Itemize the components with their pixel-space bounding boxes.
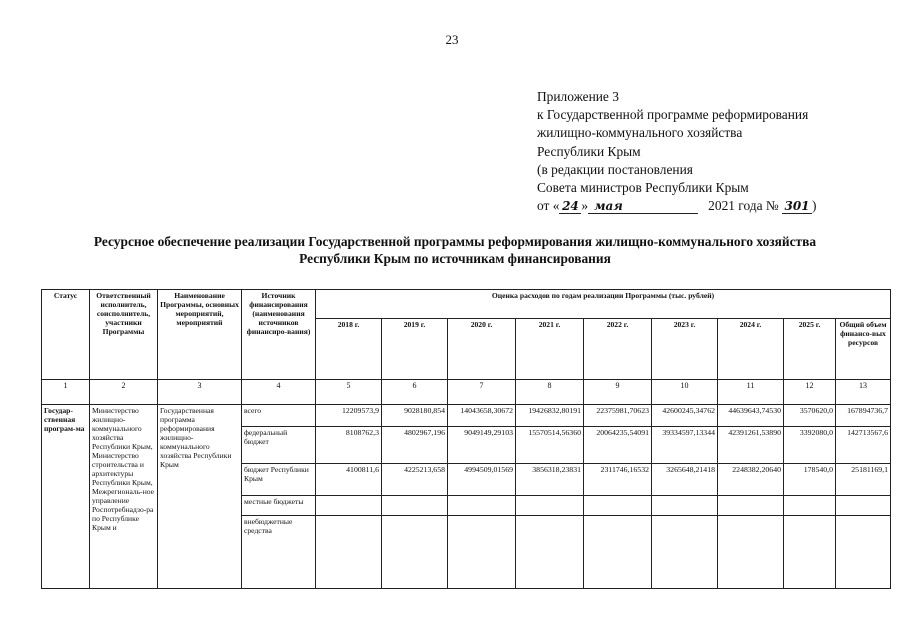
value-cell: 42391261,53890 xyxy=(718,427,784,464)
handwritten-decree-number: 301 xyxy=(782,200,812,214)
appendix-line: (в редакции постановления xyxy=(537,161,693,177)
column-number: 3 xyxy=(158,380,242,405)
column-number: 2 xyxy=(90,380,158,405)
header-executor: Ответственный исполнитель, соисполнитель, участники Программы xyxy=(90,290,158,380)
value-cell xyxy=(784,516,836,589)
header-year: 2018 г. xyxy=(316,319,382,380)
source-cell: всего xyxy=(242,405,316,427)
source-cell: федеральный бюджет xyxy=(242,427,316,464)
column-number: 7 xyxy=(448,380,516,405)
value-cell: 22375981,70623 xyxy=(584,405,652,427)
date-suffix: ) xyxy=(812,198,817,214)
date-mid: » xyxy=(581,198,589,214)
value-cell: 15570514,56360 xyxy=(516,427,584,464)
column-number-row xyxy=(42,380,891,405)
value-cell: 167894736,7 xyxy=(836,405,891,427)
value-cell xyxy=(516,516,584,589)
header-year: 2021 г. xyxy=(516,319,584,380)
value-cell: 12209573,9 xyxy=(316,405,382,427)
value-cell: 19426832,80191 xyxy=(516,405,584,427)
status-cell: Государ-ственная програм-ма xyxy=(42,405,90,589)
document-title: Ресурсное обеспечение реализации Государственной программы реформирования жилищно-коммунального хозяйства Республики Крым по источникам финансирования xyxy=(93,234,817,266)
header-status: Статус xyxy=(42,290,90,380)
header-year: 2024 г. xyxy=(718,319,784,380)
header-total: Общий объем финансо-вых ресурсов xyxy=(836,319,891,380)
value-cell xyxy=(382,516,448,589)
table-row xyxy=(42,405,891,427)
header-source: Источник финансирования (наименования источников финансиро-вания) xyxy=(242,290,316,380)
column-number: 4 xyxy=(242,380,316,405)
value-cell: 14043658,30672 xyxy=(448,405,516,427)
value-cell: 9028180,854 xyxy=(382,405,448,427)
header-program: Наименование Программы, основных мероприятий, мероприятий xyxy=(158,290,242,380)
value-cell: 42600245,34762 xyxy=(652,405,718,427)
source-cell: местные бюджеты xyxy=(242,496,316,516)
header-estimate: Оценка расходов по годам реализации Программы (тыс. рублей) xyxy=(316,290,891,319)
source-cell: внебюджетные средства xyxy=(242,516,316,589)
value-cell xyxy=(584,496,652,516)
handwritten-month: мая xyxy=(588,200,698,214)
executor-cell: Министерство жилищно-коммунального хозяйства Республики Крым, Министерство строительства и архитектуры Республики Крым, Межрегиональ-ное управление Роспотребнадзо-ра по Республике Крым и xyxy=(90,405,158,589)
date-year: 2021 года № xyxy=(708,198,779,214)
column-number: 6 xyxy=(382,380,448,405)
value-cell: 3856318,23831 xyxy=(516,464,584,496)
value-cell xyxy=(836,516,891,589)
value-cell xyxy=(718,496,784,516)
value-cell xyxy=(382,496,448,516)
column-number: 1 xyxy=(42,380,90,405)
appendix-line: к Государственной программе реформирования xyxy=(537,107,809,123)
value-cell: 8108762,3 xyxy=(316,427,382,464)
appendix-line: жилищно-коммунального хозяйства xyxy=(537,125,743,141)
value-cell: 2248382,20640 xyxy=(718,464,784,496)
value-cell: 20064235,54091 xyxy=(584,427,652,464)
value-cell: 4994509,01569 xyxy=(448,464,516,496)
appendix-line: Приложение 3 xyxy=(537,89,619,104)
value-cell: 4802967,196 xyxy=(382,427,448,464)
source-cell: бюджет Республики Крым xyxy=(242,464,316,496)
value-cell: 178540,0 xyxy=(784,464,836,496)
header-year: 2022 г. xyxy=(584,319,652,380)
column-number: 5 xyxy=(316,380,382,405)
handwritten-day: 24 xyxy=(559,200,581,214)
value-cell: 3265648,21418 xyxy=(652,464,718,496)
header-year: 2023 г. xyxy=(652,319,718,380)
value-cell xyxy=(718,516,784,589)
date-prefix: от « xyxy=(537,198,560,214)
column-number: 9 xyxy=(584,380,652,405)
budget-table xyxy=(41,289,891,589)
value-cell xyxy=(448,496,516,516)
column-number: 11 xyxy=(718,380,784,405)
value-cell xyxy=(652,516,718,589)
value-cell: 44639643,74530 xyxy=(718,405,784,427)
value-cell: 4100811,6 xyxy=(316,464,382,496)
value-cell: 4225213,658 xyxy=(382,464,448,496)
value-cell xyxy=(584,516,652,589)
page-number: 23 xyxy=(445,32,459,47)
program-cell: Государственная программа реформирования жилищно-коммунального хозяйства Республики Крым xyxy=(158,405,242,589)
header-year: 2025 г. xyxy=(784,319,836,380)
value-cell: 25181169,1 xyxy=(836,464,891,496)
value-cell: 39334597,13344 xyxy=(652,427,718,464)
header-year: 2019 г. xyxy=(382,319,448,380)
appendix-line: Совета министров Республики Крым xyxy=(537,180,749,196)
column-number: 10 xyxy=(652,380,718,405)
value-cell: 9049149,29103 xyxy=(448,427,516,464)
appendix-line: Республики Крым xyxy=(537,143,641,159)
column-number: 12 xyxy=(784,380,836,405)
header-year: 2020 г. xyxy=(448,319,516,380)
decree-date-line xyxy=(537,197,897,215)
value-cell: 3570620,0 xyxy=(784,405,836,427)
column-number: 13 xyxy=(836,380,891,405)
value-cell xyxy=(316,496,382,516)
column-number: 8 xyxy=(516,380,584,405)
value-cell xyxy=(784,496,836,516)
value-cell: 2311746,16532 xyxy=(584,464,652,496)
value-cell: 142713567,6 xyxy=(836,427,891,464)
value-cell xyxy=(516,496,584,516)
value-cell: 3392080,0 xyxy=(784,427,836,464)
value-cell xyxy=(448,516,516,589)
value-cell xyxy=(652,496,718,516)
appendix-block xyxy=(537,88,897,215)
value-cell xyxy=(316,516,382,589)
value-cell xyxy=(836,496,891,516)
